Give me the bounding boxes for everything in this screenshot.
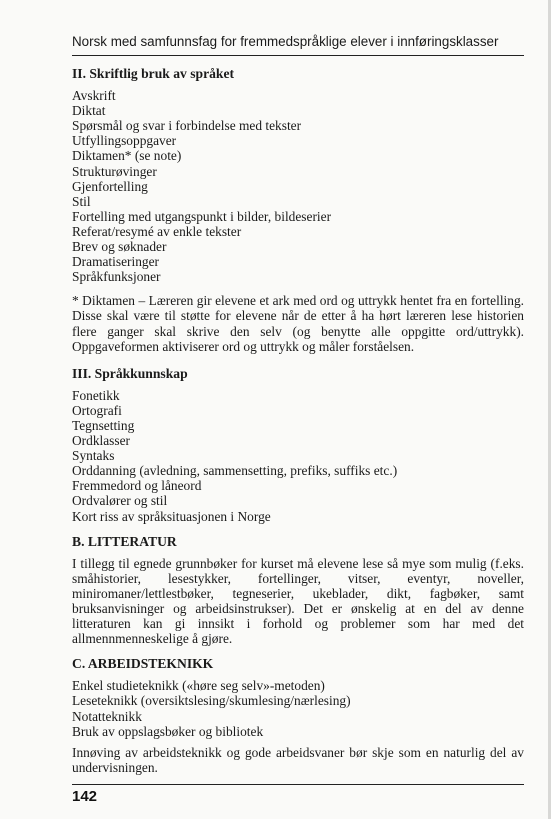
list-item: Leseteknikk (oversiktslesing/skumlesing/nærlesing) (72, 693, 351, 709)
list-item: Diktamen* (se note) (72, 148, 182, 164)
list-item: Stil (72, 193, 91, 209)
running-head: Norsk med samfunnsfag for fremmedspråklige elever i innføringsklasser (72, 34, 499, 49)
section-ii-heading: II. Skriftlig bruk av språket (72, 66, 235, 81)
list-item: Strukturøvinger (72, 163, 157, 179)
page-content (72, 66, 524, 775)
list-item: Kort riss av språksituasjonen i Norge (72, 508, 271, 524)
section-c-list (72, 678, 524, 738)
list-item: Syntaks (72, 448, 115, 464)
footer-rule (72, 784, 524, 785)
header-rule (72, 55, 524, 56)
section-ii-list (72, 88, 524, 284)
list-item: Dramatiseringer (72, 254, 159, 270)
diktamen-note: * Diktamen – Læreren gir elevene et ark med ord og uttrykk hentet fra en fortelling. Disse skal være til støtte for elevene når de etter å ha hørt læreren lese historien flere ganger skal skrive den selv (og benytte alle oppgitte ord/uttrykk). Oppgaveformen aktiviserer ord og uttrykk og måler forståelsen. (72, 293, 524, 354)
list-item: Fonetikk (72, 387, 120, 403)
section-iii-list (72, 388, 524, 524)
list-item: Ordvalører og stil (72, 493, 168, 509)
section-iii-heading: III. Språkkunnskap (72, 365, 188, 381)
section-c-heading: C. ARBEIDSTEKNIKK (72, 656, 214, 672)
list-item: Fremmedord og låneord (72, 478, 202, 494)
section-b-heading: B. LITTERATUR (72, 533, 177, 549)
list-item: Ortografi (72, 402, 122, 418)
litteratur-paragraph: I tillegg til egnede grunnbøker for kurset må elevene lese så mye som mulig (f.eks. småhistorier, lesestykker, fortellinger, vitser, eventyr, noveller, miniromaner/lettlestbøker, tegneserier, ukeblader, dikt, fagbøker, samt bruksanvisninger og arbeidsinstrukser). Det er ønskelig at en del av denne litteraturen kan gi innsikt i forhold og problemer som har med det allmennmenneskelige å gjøre. (72, 555, 524, 647)
list-item: Tegnsetting (72, 417, 135, 433)
page-number: 142 (72, 788, 98, 805)
list-item: Brev og søknader (72, 239, 167, 255)
list-item: Språkfunksjoner (72, 269, 161, 285)
list-item: Spørsmål og svar i forbindelse med tekster (72, 118, 302, 134)
list-item: Gjenfortelling (72, 178, 148, 194)
list-item: Bruk av oppslagsbøker og bibliotek (72, 723, 264, 739)
list-item: Ordklasser (72, 433, 131, 449)
list-item: Referat/resymé av enkle tekster (72, 223, 242, 239)
list-item: Diktat (72, 103, 106, 119)
list-item: Avskrift (72, 88, 116, 104)
list-item: Utfyllingsoppgaver (72, 133, 177, 149)
list-item: Orddanning (avledning, sammensetting, prefiks, suffiks etc.) (72, 463, 398, 479)
list-item: Notatteknikk (72, 708, 142, 724)
list-item: Enkel studieteknikk («høre seg selv»-metoden) (72, 678, 325, 694)
arbeidsteknikk-paragraph: Innøving av arbeidsteknikk og gode arbeidsvaner bør skje som en naturlig del av undervisningen. (72, 744, 524, 775)
list-item: Fortelling med utgangspunkt i bilder, bildeserier (72, 208, 332, 224)
